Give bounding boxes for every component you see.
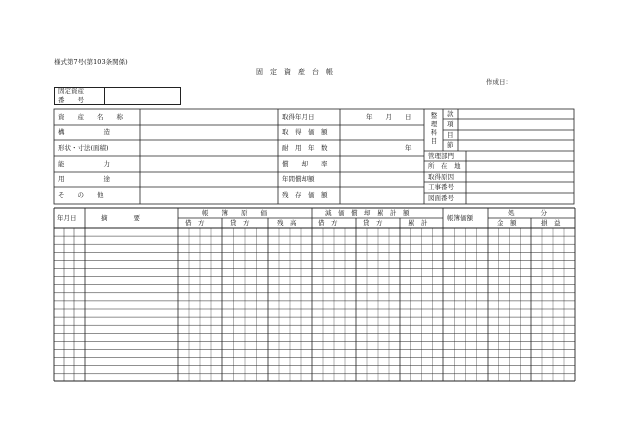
table-row[interactable] — [54, 260, 575, 268]
ledger-depr-credit: 貸 方 — [363, 219, 383, 227]
ledger-bv-debit: 借 方 — [185, 219, 205, 227]
label-acquisition-reason: 取得原因 — [428, 173, 454, 181]
ledger-bv-credit: 貸 方 — [230, 219, 250, 227]
label-useful-life: 耐 用 年 数 — [282, 144, 328, 152]
table-row[interactable] — [54, 333, 575, 341]
label-capacity: 能 力 — [58, 160, 110, 168]
label-residual-value: 残 存 価 額 — [282, 191, 328, 199]
kamoku-kou: 項 — [447, 120, 454, 128]
table-row[interactable] — [54, 325, 575, 333]
table-row[interactable] — [54, 317, 575, 325]
table-row[interactable] — [54, 341, 575, 349]
kamoku-setsu: 節 — [447, 141, 454, 149]
label-management-dept: 管理部門 — [428, 152, 454, 160]
table-row[interactable] — [54, 350, 575, 358]
ledger-date-header: 年月日 — [57, 214, 77, 222]
table-row[interactable] — [54, 236, 575, 244]
table-row[interactable] — [54, 358, 575, 366]
kamoku-moku: 目 — [447, 131, 454, 139]
asset-number-label-1: 固定資産 — [58, 87, 84, 95]
table-row[interactable] — [54, 285, 575, 293]
ledger-disposal-amount: 金 額 — [497, 219, 517, 227]
label-drawing-no: 図面番号 — [428, 194, 454, 202]
kamoku-kan: 款 — [447, 110, 454, 118]
ledger-bv-balance: 残 高 — [277, 219, 297, 227]
created-date-label: 作成日： — [486, 78, 512, 86]
acquisition-date-suffix: 年 月 日 — [366, 113, 412, 121]
ledger-depr-total: 累 計 — [408, 219, 428, 227]
table-row[interactable] — [54, 293, 575, 301]
table-row[interactable] — [54, 269, 575, 277]
table-row[interactable] — [54, 228, 575, 236]
label-annual-depreciation: 年間償却額 — [282, 175, 315, 183]
page-title: 固 定 資 産 台 帳 — [256, 68, 333, 76]
label-usage: 用 途 — [58, 175, 110, 183]
useful-life-suffix: 年 — [405, 144, 412, 152]
table-row[interactable] — [54, 244, 575, 252]
label-acquisition-cost: 取 得 価 額 — [282, 128, 328, 136]
table-row[interactable] — [54, 301, 575, 309]
form-number: 様式第7号(第103条関係) — [54, 58, 128, 66]
ledger-depr-group: 減 価 償 却 累 計 額 — [325, 209, 410, 217]
label-acquisition-date: 取得年月日 — [282, 113, 315, 121]
label-asset-name: 資 産 名 称 — [58, 113, 123, 121]
label-depreciation-rate: 償 却 率 — [282, 160, 328, 168]
ledger-summary-header: 摘 要 — [101, 214, 140, 222]
label-shape-size: 形状・寸法(面積) — [58, 144, 109, 152]
table-row[interactable] — [54, 277, 575, 285]
ledger-book-value-group: 帳 簿 原 価 — [202, 209, 267, 217]
label-construction-no: 工事番号 — [428, 183, 454, 191]
seiri-kamoku-label: 整理科目 — [429, 112, 438, 146]
table-row[interactable] — [54, 309, 575, 317]
ledger-book-price: 帳簿価額 — [447, 214, 473, 222]
ledger-disposal-pl: 損 益 — [541, 219, 561, 227]
table-row[interactable] — [54, 252, 575, 260]
ledger-depr-debit: 借 方 — [318, 219, 338, 227]
table-row[interactable] — [54, 366, 575, 374]
ledger-disposal-group: 処 分 — [508, 209, 547, 217]
asset-number-label-2: 番 号 — [58, 96, 84, 104]
label-other: そ の 他 — [58, 191, 104, 199]
label-location: 所 在 地 — [428, 162, 461, 170]
label-structure: 構 造 — [58, 128, 110, 136]
